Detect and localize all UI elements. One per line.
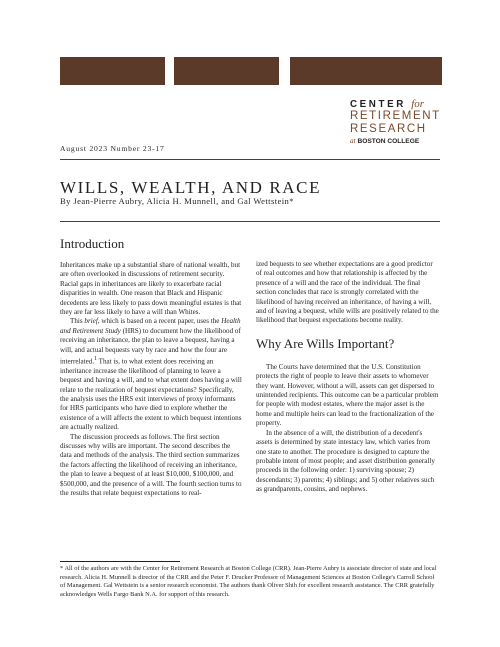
footnote-reference-1[interactable]: 1 (94, 356, 98, 363)
logo-college-line (350, 138, 450, 146)
logo-center-word: CENTER (350, 99, 406, 110)
right-column (256, 260, 439, 495)
p2-text-b: which is based on a recent paper, uses the (99, 317, 222, 326)
issue-date-number: August 2023 Number 23-17 (60, 144, 165, 153)
section-heading-introduction: Introduction (60, 236, 125, 251)
byline-rule (60, 221, 440, 222)
intro-paragraph-continued: ized bequests to see whether expectations are a good predictor of real outcomes and how that relationship is affected by the presence of a will and the race of the individual. The final section concludes that race is strongly correlated with the likelihood of having received an inheritance, of having a will, and of leaving a bequest, while wills are positively related to the likelihood that bequest expectations become reality. (256, 260, 439, 325)
logo-retirement-word: RETIREMENT (350, 110, 441, 122)
p2-text-c: (HRS) to document how the likelihood of receiving an inheritance, the plan to leave a bequest, having a will, and actual bequests vary by race and how the four are interrelated. (60, 326, 241, 366)
section-heading-why-wills: Why Are Wills Important? (256, 335, 395, 351)
logo-center-line (350, 99, 450, 110)
logo-college-name: BOSTON COLLEGE (357, 138, 420, 145)
p2-brief-italic: brief, (84, 317, 100, 326)
brand-bar-middle (174, 57, 279, 85)
logo-research-word: RESEARCH (350, 122, 427, 135)
wills-paragraph-1: The Courts have determined that the U.S. Constitution protects the right of people to leave their assets to whomever they want. However, without a will, assets can get dispersed to unintended recipients. This outcome can be a particular problem for people with modest estates, where the major asset is the home and multiple heirs can lead to the fractionalization of the property. (256, 362, 439, 428)
left-column (60, 236, 243, 499)
page-title: WILLS, WEALTH, AND RACE (60, 178, 322, 197)
footnote-rule (60, 561, 180, 562)
header-rule (60, 159, 440, 160)
logo-for-word: for (411, 98, 425, 110)
author-byline: By Jean-Pierre Aubry, Alicia H. Munnell, and Gal Wettstein* (60, 196, 294, 206)
intro-paragraph-3: The discussion proceeds as follows. The first section discusses why wills are important. The second describes the data and methods of the analysis. The third section summarizes the factors affecting the likelihood of receiving an inheritance, the plan to leave a bequest of at least $10,000, $100,000, and $500,000, and the presence of a will. The fourth section turns to the results that relate bequest expectations to real- (60, 432, 242, 498)
brand-bar-left (60, 57, 165, 85)
brand-bar-right (290, 57, 442, 85)
p2-text-a: This (70, 317, 85, 326)
author-footnote: * All of the authors are with the Center for Retirement Research at Boston College (CRR). Jean-Pierre Aubry is associate director of state and local research. Alicia H. Munnell is director of the CRR and the Peter F. Drucker Professor of Management Sciences at Boston College's Carroll School of Management. Gal Wettstein is a senior research economist. The authors thank Oliver Shih for excellent research assistance. The CRR gratefully acknowledges Wells Fargo Bank N.A. for support of this research. (60, 565, 437, 598)
p2-text-d: That is, to what extent does receiving an inheritance increase the likelihood of planning to leave a bequest and having a will, and to what extent does having a will relate to the realization of bequest expectations? Specifically, the analysis uses the HRS exit interviews of proxy informants for HRS participants who have died to explore whether the existence of a will affects the extent to which bequest intentions are actually realized. (60, 357, 242, 432)
intro-paragraph-1: Inheritances make up a substantial share of national wealth, but are often overlooked in discussions of retirement security. Racial gaps in inheritances are likely to exacerbate racial disparities in wealth. One reason that Black and Hispanic decedents are less likely to pass down meaningful estates is that they are far less likely to have a will than Whites. (60, 261, 242, 317)
logo-at-word: at (350, 137, 356, 145)
wills-paragraph-2: In the absence of a will, the distribution of a decedent's assets is determined by state intestacy law, which varies from one state to another. The procedure is designed to capture the probable intent of most people; and asset distribution generally proceeds in the following order: 1) surviving spouse; 2) descendants; 3) parents; 4) siblings; and 5) other relatives such as grandparents, cousins, and nephews. (256, 428, 435, 494)
p2-hrs-italic: Health and Retirement Study (60, 317, 241, 335)
intro-paragraph-2 (60, 317, 243, 432)
crr-logo (350, 99, 450, 146)
